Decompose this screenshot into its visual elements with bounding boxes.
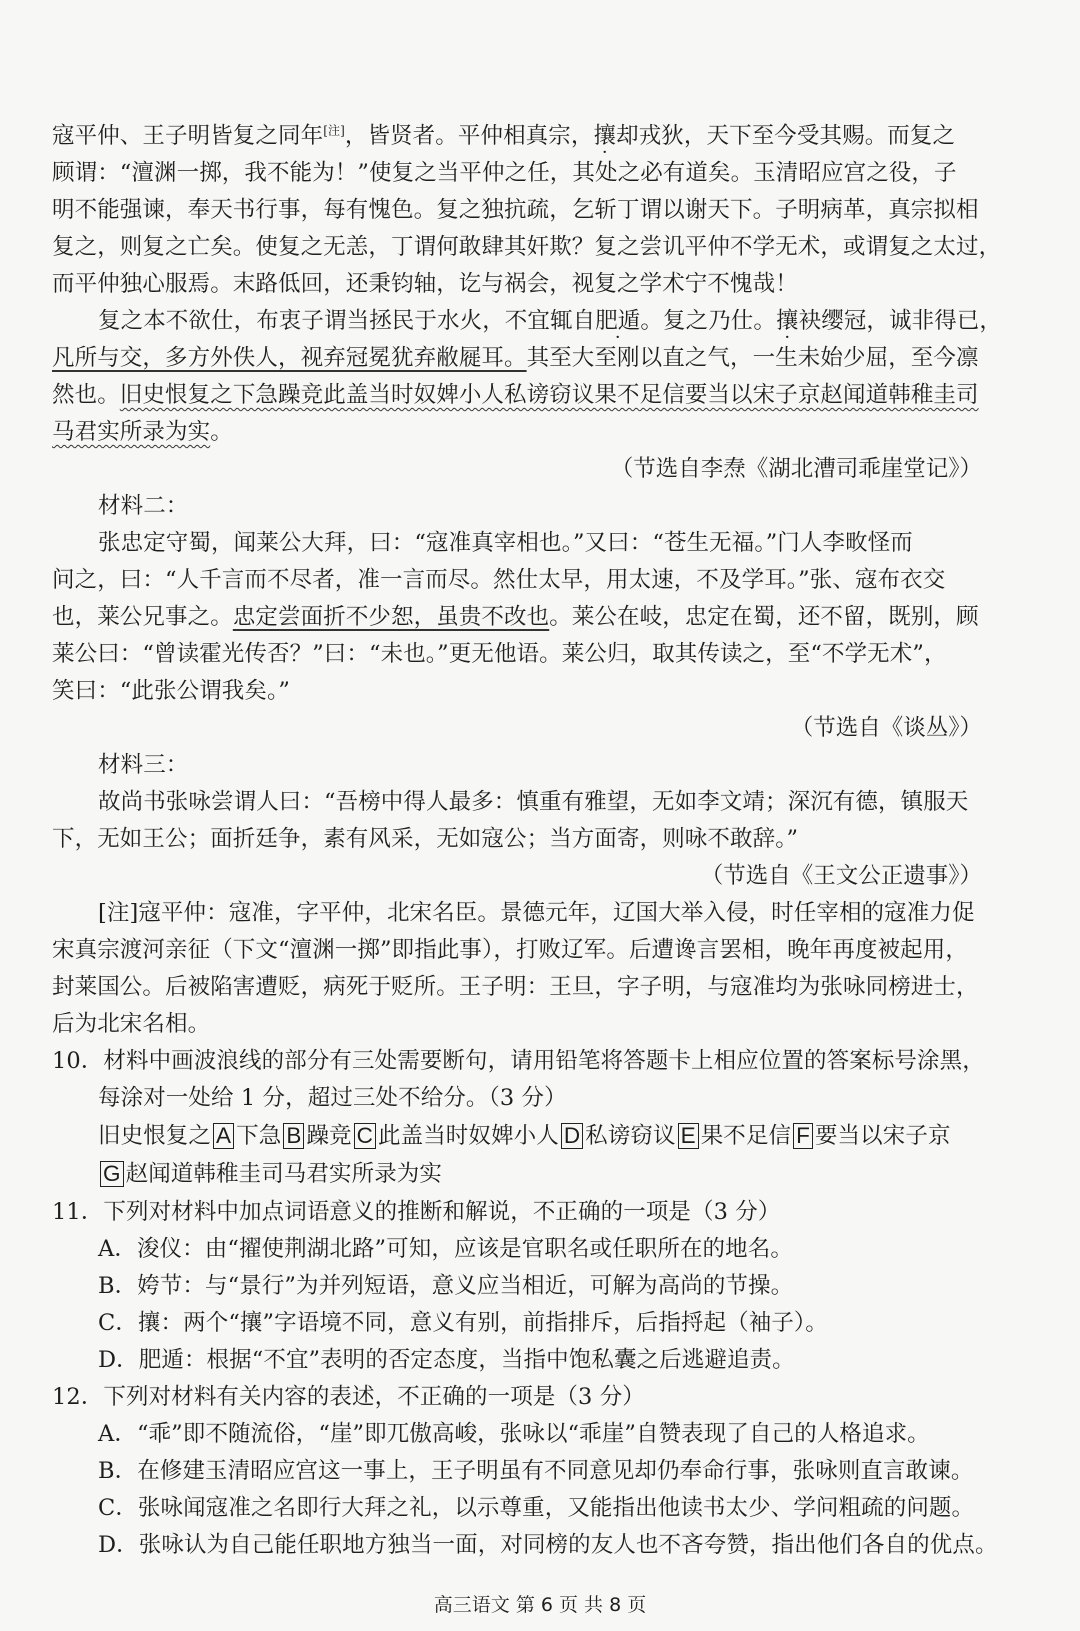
- passage-line-3: 明不能强谏，奉天书行事，每有愧色。复之独抗疏，乞斩丁谓以谢天下。子明病革，真宗拟相: [52, 197, 979, 223]
- passage-line-4: 复之，则复之亡矣。使复之无恙，丁谓何敢肆其奸欺？复之尝讥平仲不学无术，或谓复之太过，: [52, 234, 1002, 260]
- q11-option-c[interactable]: C．攘：两个“攘”字语境不同，意义有别，前指排斥，后指捋起（袖子）。: [98, 1310, 828, 1336]
- text: 也，莱公兄事之。: [52, 604, 233, 630]
- source-citation-2: （节选自《谈丛》）: [790, 715, 982, 741]
- text: 要当以宋子京: [814, 1123, 951, 1149]
- text: 躁竞: [306, 1123, 352, 1149]
- text: 下急: [236, 1123, 282, 1149]
- text: 。复之乃仕。: [640, 308, 777, 334]
- source-citation-1: （节选自李焘《湖北漕司乖崖堂记》）: [610, 456, 982, 482]
- source-citation-3: （节选自《王文公正遗事》）: [700, 863, 982, 889]
- text: 却戎狄，天下至今受其赐。而复之: [616, 123, 956, 149]
- answer-box-g[interactable]: G: [100, 1161, 124, 1187]
- passage-line-7: [52, 340, 979, 372]
- m2-line-2: 问之，曰：“人千言而不尽者，准一言而尽。然仕太早，用太速，不及学耳。”张、寇布衣交: [52, 567, 946, 593]
- q12-option-d[interactable]: D．张咏认为自己能任职地方独当一面，对同榜的友人也不吝夸赞，指出他们各自的优点。: [98, 1532, 998, 1558]
- m2-line-5: 笑曰：“此张公谓我矣。”: [52, 678, 290, 704]
- text: 复之本不欲仕，布衷子谓当拯民于水火，不宜辄自: [98, 308, 596, 334]
- q11-stem: 11．下列对材料中加点词语意义的推断和解说，不正确的一项是（3 分）: [52, 1199, 781, 1225]
- underlined-sentence: 凡所与交，多方外佚人，视弃冠冕犹弃敝屣耳。: [52, 345, 527, 371]
- text: 其至大至刚以直之气，一生未始少屈，至今凛: [526, 345, 979, 371]
- m3-line-2: 下，无如王公；面折廷争，素有风采，无如寇公；当方面寄，则咏不敢辞。”: [52, 826, 799, 852]
- q10-stem-2: 每涂对一处给 1 分，超过三处不给分。（3 分）: [98, 1085, 567, 1111]
- q11-option-d[interactable]: D．肥遁：根据“不宜”表明的否定态度，当指中饱私囊之后逃避追责。: [98, 1347, 795, 1373]
- m2-line-3: [52, 599, 979, 631]
- q11-option-b[interactable]: B．姱节：与“景行”为并列短语，意义应当相近，可解为高尚的节操。: [98, 1273, 794, 1299]
- material-three-title: 材料三：: [98, 752, 189, 778]
- text: 赵闻道韩稚圭司马君实所录为实: [125, 1161, 443, 1187]
- q12-option-c[interactable]: C．张咏闻寇准之名即行大拜之礼，以示尊重，又能指出他读书太少、学问粗疏的问题。: [98, 1495, 975, 1521]
- note-marker: [注]: [323, 123, 345, 138]
- q10-stem-1: 10．材料中画波浪线的部分有三处需要断句，请用铅笔将答题卡上相应位置的答案标号涂黑，: [52, 1048, 985, 1074]
- q12-option-a[interactable]: A．“乖”即不随流俗，“崖”即兀傲高峻，张咏以“乖崖”自赞表现了自己的人格追求。: [98, 1421, 930, 1447]
- page-footer: 高三语文 第 6 页 共 8 页: [433, 1594, 647, 1616]
- text: 。莱公在岐，忠定在蜀，还不留，既别，顾: [549, 604, 979, 630]
- q11-option-a[interactable]: A．浚仪：由“擢使荆湖北路”可知，应该是官职名或任职所在的地名。: [98, 1236, 793, 1262]
- material-two-title: 材料二：: [98, 493, 189, 519]
- q10-options-line-1: [98, 1118, 951, 1150]
- passage-line-8: [52, 377, 979, 409]
- text: 袂缨冠，诚非得已，: [798, 308, 1003, 334]
- m3-line-1: 故尚书张咏尝谓人曰：“吾榜中得人最多：慎重有雅望，无如李文靖；深沉有德，镇服天: [98, 789, 969, 815]
- q10-options-line-2: [98, 1156, 442, 1188]
- answer-box-f[interactable]: F: [793, 1123, 813, 1149]
- answer-box-b[interactable]: B: [283, 1123, 304, 1149]
- passage-line-9: [52, 414, 233, 446]
- dotted-word: 肥遁: [595, 308, 641, 334]
- text: 私谤窃议: [585, 1123, 676, 1149]
- dotted-word: 攘: [593, 123, 617, 149]
- passage-line-1: [52, 118, 955, 150]
- text: 果不足信: [700, 1123, 792, 1149]
- note-line-4: 后为北宋名相。: [52, 1011, 211, 1037]
- answer-box-e[interactable]: E: [678, 1123, 699, 1149]
- text: 旧史恨复之: [98, 1123, 212, 1149]
- m2-line-4: 莱公曰：“曾读霍光传否？”曰：“未也。”更无他语。莱公归，取其传读之，至“不学无术”，: [52, 641, 947, 667]
- note-line-1: [注]寇平仲：寇准，字平仲，北宋名臣。景德元年，辽国大举入侵，时任宰相的寇准力促: [98, 900, 975, 926]
- q12-stem: 12．下列对材料有关内容的表述，不正确的一项是（3 分）: [52, 1384, 645, 1410]
- note-line-2: 宋真宗渡河亲征（下文“澶渊一掷”即指此事），打败辽军。后遭谗言罢相，晚年再度被起用，: [52, 937, 968, 963]
- text: ，皆贤者。平仲相真宗，: [344, 123, 594, 149]
- answer-box-d[interactable]: D: [561, 1123, 583, 1149]
- passage-line-6: [98, 303, 1002, 335]
- text: 然也。: [52, 382, 120, 408]
- underlined-sentence: 忠定尝面折不少恕，虽贵不改也: [232, 604, 550, 630]
- answer-box-c[interactable]: C: [354, 1123, 376, 1149]
- wavy-underlined-text: 旧史恨复之下急躁竞此盖当时奴婢小人私谤窃议果不足信要当以宋子京赵闻道韩稚圭司: [119, 382, 979, 408]
- text: 。: [210, 419, 233, 445]
- note-line-3: 封莱国公。后被陷害遭贬，病死于贬所。王子明：王旦，字子明，与寇准均为张咏同榜进士，: [52, 974, 979, 1000]
- passage-line-5: 而平仲独心服焉。末路低回，还秉钧轴，讫与祸会，视复之学术宁不愧哉！: [52, 271, 798, 297]
- q12-option-b[interactable]: B．在修建玉清昭应宫这一事上，王子明虽有不同意见却仍奉命行事，张咏则直言敢谏。: [98, 1458, 974, 1484]
- text: 寇平仲、王子明皆复之同年: [52, 123, 324, 149]
- text: 此盖当时奴婢小人: [378, 1123, 559, 1149]
- m2-line-1: 张忠定守蜀，闻莱公大拜，曰：“寇准真宰相也。”又曰：“苍生无福。”门人李畋怪而: [98, 530, 913, 556]
- dotted-word: 攘: [776, 308, 799, 334]
- passage-line-2: 顾谓：“澶渊一掷，我不能为！”使复之当平仲之任，其处之必有道矣。玉清昭应宫之役，子: [52, 160, 957, 186]
- answer-box-a[interactable]: A: [213, 1123, 234, 1149]
- wavy-underlined-text: 马君实所录为实: [52, 419, 211, 445]
